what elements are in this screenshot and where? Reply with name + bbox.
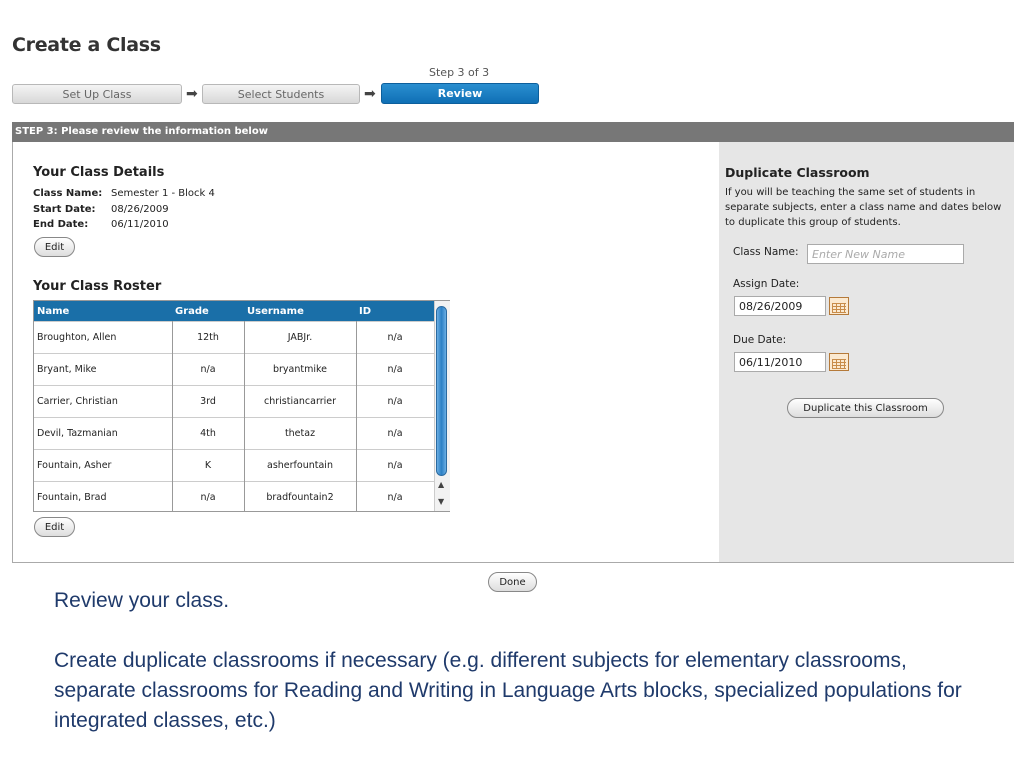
page-title: Create a Class [12, 34, 161, 56]
step-indicator: Step 3 of 3 [429, 66, 490, 79]
duplicate-description: If you will be teaching the same set of students in separate subjects, enter a class name and dates below to duplicate this group of students. [725, 187, 1002, 228]
step-select-students-button[interactable]: Select Students [202, 84, 360, 104]
duplicate-classroom-title: Duplicate Classroom [725, 165, 870, 180]
cell-name: Broughton, Allen [34, 322, 172, 354]
step-review-button[interactable]: Review [381, 83, 539, 104]
table-row [34, 386, 434, 418]
end-date-label: End Date: [33, 219, 89, 230]
cell-username: bryantmike [244, 354, 356, 386]
table-row [34, 418, 434, 450]
cell-username: JABJr. [244, 322, 356, 354]
class-name-label: Class Name: [33, 188, 103, 199]
assign-date-input[interactable]: 08/26/2009 [734, 296, 826, 316]
roster-table-container [33, 300, 450, 512]
cell-name: Carrier, Christian [34, 386, 172, 418]
cell-name: Fountain, Brad [34, 482, 172, 513]
new-class-name-input[interactable] [807, 244, 964, 264]
cell-id: n/a [356, 450, 434, 482]
column-header-grade[interactable]: Grade [172, 301, 244, 322]
cell-username: asherfountain [244, 450, 356, 482]
calendar-icon[interactable] [829, 353, 849, 371]
column-header-name[interactable]: Name [34, 301, 172, 322]
class-details-title: Your Class Details [33, 165, 165, 180]
cell-id: n/a [356, 386, 434, 418]
step-set-up-class-button[interactable]: Set Up Class [12, 84, 182, 104]
roster-scroll-thumb[interactable] [436, 306, 447, 476]
class-roster-title: Your Class Roster [33, 279, 162, 294]
due-date-input[interactable]: 06/11/2010 [734, 352, 826, 372]
due-date-label: Due Date: [733, 334, 787, 346]
class-name-row [33, 188, 215, 199]
new-class-name-placeholder: Enter New Name [812, 247, 905, 261]
edit-roster-button[interactable]: Edit [34, 517, 75, 537]
cell-grade: 12th [172, 322, 244, 354]
duplicate-classroom-button[interactable]: Duplicate this Classroom [787, 398, 944, 418]
done-button[interactable]: Done [488, 572, 537, 592]
assign-date-label: Assign Date: [733, 278, 800, 290]
start-date-label: Start Date: [33, 204, 96, 215]
caption-review: Review your class. [54, 589, 230, 612]
cell-id: n/a [356, 418, 434, 450]
cell-username: thetaz [244, 418, 356, 450]
cell-name: Fountain, Asher [34, 450, 172, 482]
column-header-username[interactable]: Username [244, 301, 356, 322]
table-row [34, 322, 434, 354]
cell-name: Bryant, Mike [34, 354, 172, 386]
caption-duplicate-note: Create duplicate classrooms if necessary (e.g. different subjects for elementary classrooms, separate classrooms for Reading and Writing in Language Arts blocks, specialized populations for integrated classes, etc.) [54, 649, 962, 732]
cell-id: n/a [356, 322, 434, 354]
cell-id: n/a [356, 482, 434, 513]
cell-grade: 3rd [172, 386, 244, 418]
start-date-row [33, 204, 169, 215]
edit-details-button[interactable]: Edit [34, 237, 75, 257]
roster-table [34, 301, 435, 512]
start-date-value: 08/26/2009 [111, 204, 169, 215]
class-name-value: Semester 1 - Block 4 [111, 188, 215, 199]
cell-username: christiancarrier [244, 386, 356, 418]
calendar-icon[interactable] [829, 297, 849, 315]
cell-grade: 4th [172, 418, 244, 450]
cell-name: Devil, Tazmanian [34, 418, 172, 450]
table-row [34, 450, 434, 482]
table-row [34, 482, 434, 513]
cell-grade: n/a [172, 354, 244, 386]
duplicate-class-name-label: Class Name: [733, 246, 799, 258]
scroll-down-icon[interactable]: ▼ [438, 497, 445, 506]
table-header-row [34, 301, 434, 322]
table-row [34, 354, 434, 386]
cell-username: bradfountain2 [244, 482, 356, 513]
arrow-right-icon: ➡ [364, 86, 376, 102]
review-instruction-bar: STEP 3: Please review the information below [12, 122, 1014, 142]
cell-grade: K [172, 450, 244, 482]
end-date-row [33, 219, 169, 230]
arrow-right-icon: ➡ [186, 86, 198, 102]
cell-id: n/a [356, 354, 434, 386]
scroll-up-icon[interactable]: ▲ [438, 480, 445, 489]
end-date-value: 06/11/2010 [111, 219, 169, 230]
column-header-id[interactable]: ID [356, 301, 434, 322]
cell-grade: n/a [172, 482, 244, 513]
